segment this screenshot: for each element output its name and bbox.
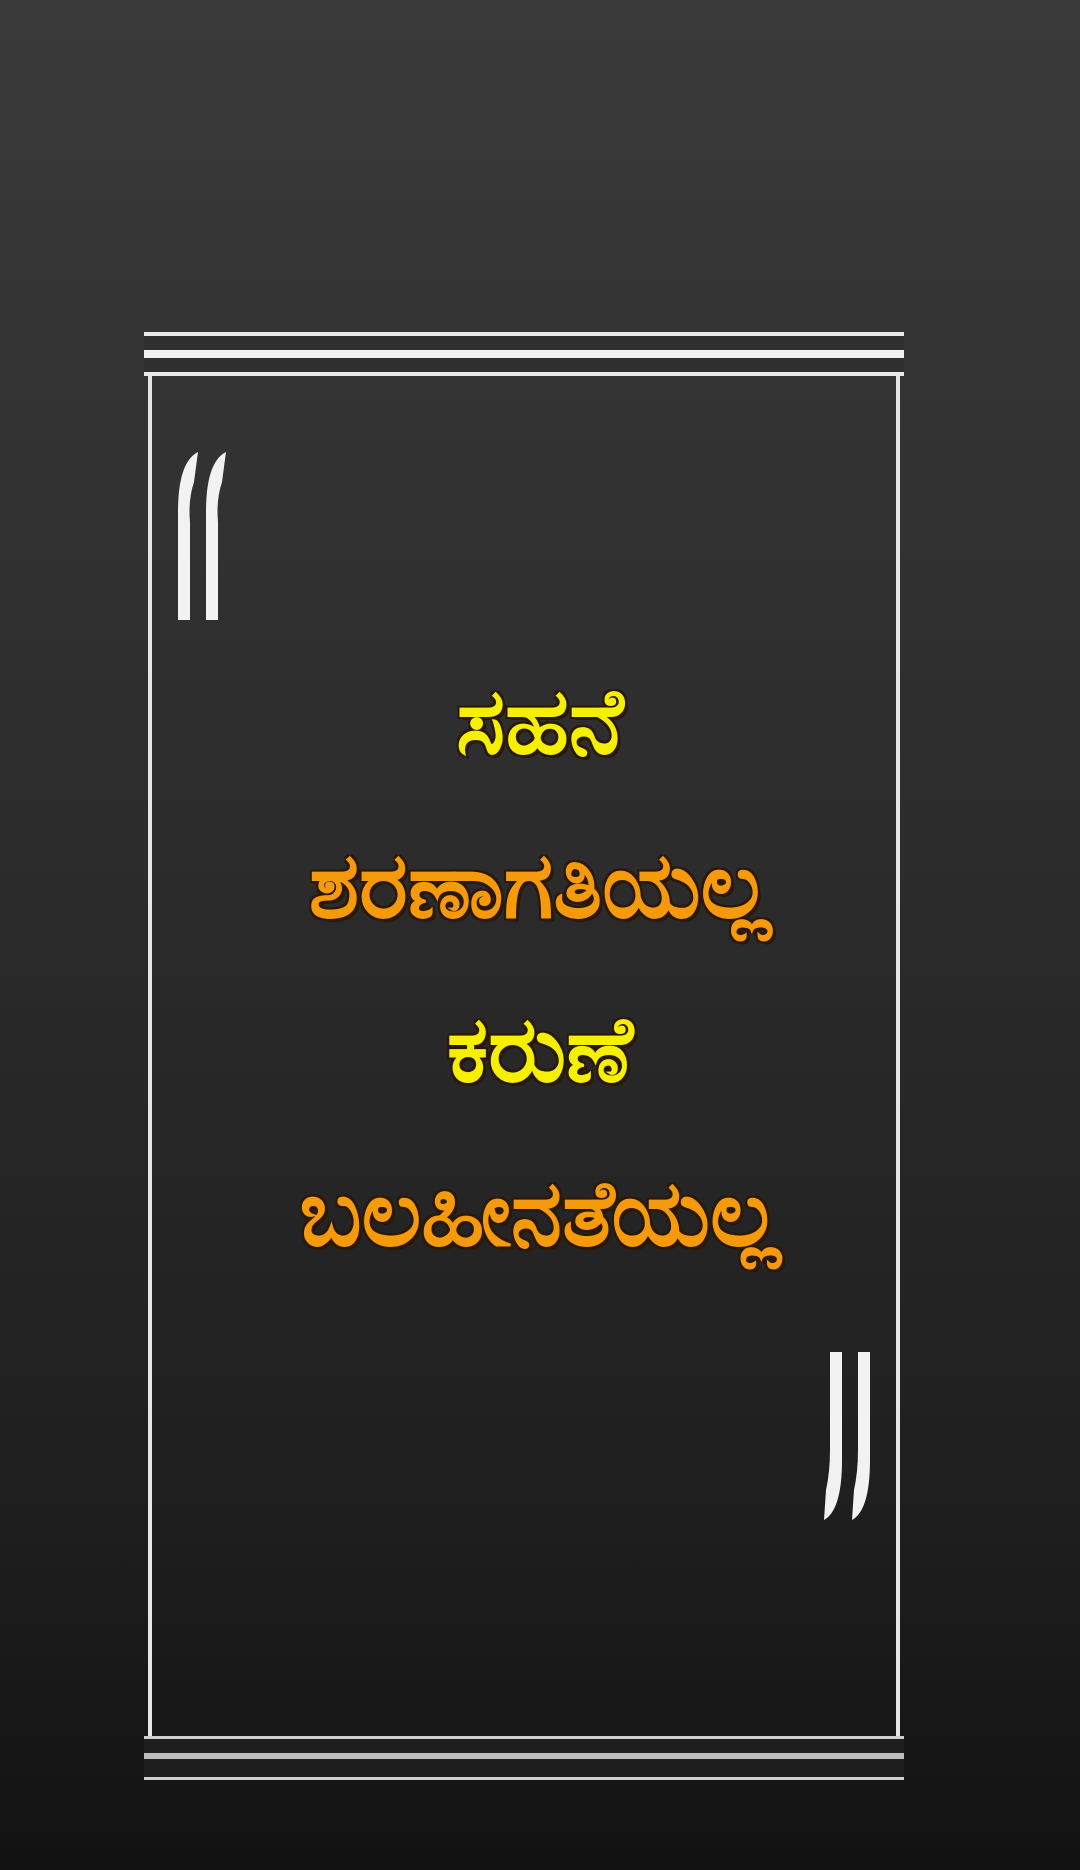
frame-top-rail	[144, 332, 904, 376]
quote-line-1: ಸಹನೆ	[456, 668, 624, 775]
quote-line-2: ಶರಣಾಗತಿಯಲ್ಲ	[308, 832, 772, 939]
close-quote-icon	[816, 1352, 876, 1520]
frame-bottom-rail	[144, 1736, 904, 1780]
frame-left-border	[148, 376, 152, 1736]
open-quote-icon	[172, 452, 232, 620]
quote-text	[180, 640, 900, 1296]
quote-line-3: ಕರುಣೆ	[446, 996, 634, 1103]
quote-line-4: ಬಲಹೀನತೆಯಲ್ಲ	[299, 1160, 781, 1267]
